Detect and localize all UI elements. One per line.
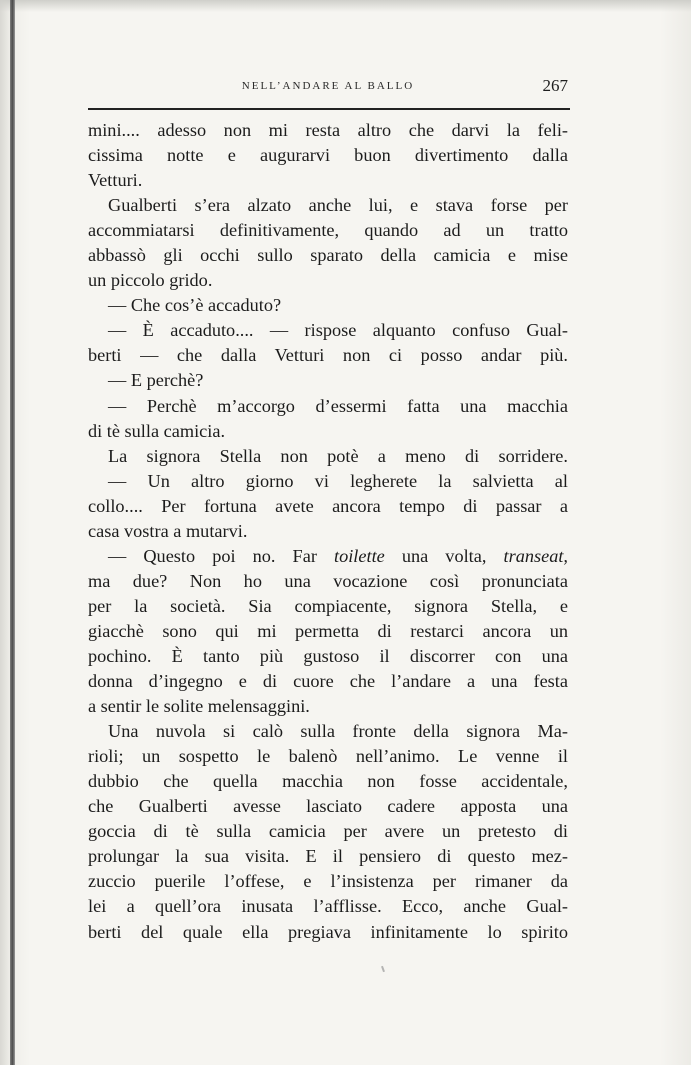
text-line: — È accaduto.... — rispose alquanto confuso Gual- bbox=[108, 320, 568, 341]
text-line: cissima notte e augurarvi buon divertimento dalla bbox=[88, 145, 568, 166]
body-text bbox=[88, 118, 568, 945]
header-rule bbox=[88, 108, 570, 110]
text-line: mini.... adesso non mi resta altro che darvi la feli- bbox=[88, 120, 568, 140]
text-line: che Gualberti avesse lasciato cadere apposta una bbox=[88, 796, 568, 817]
text-line: — Un altro giorno vi legherete la salvietta al bbox=[108, 470, 568, 491]
text-line: berti — che dalla Vetturi non ci posso andar più. bbox=[88, 345, 568, 366]
text-line: prolungar la sua visita. E il pensiero di questo mez- bbox=[88, 846, 568, 867]
text-line: a sentir le solite melensaggini. bbox=[88, 696, 310, 717]
text-line: casa vostra a mutarvi. bbox=[88, 520, 248, 541]
text-line: giacchè sono qui mi permetta di restarci ancora un bbox=[88, 620, 568, 641]
text-line: Vetturi. bbox=[88, 170, 143, 191]
italic-word: transeat, bbox=[503, 545, 568, 566]
text-line: accommiatarsi definitivamente, quando ad un tratto bbox=[88, 220, 568, 241]
text-line: dubbio che quella macchia non fosse accidentale, bbox=[88, 771, 568, 792]
page-header bbox=[88, 76, 568, 98]
text-line: — E perchè? bbox=[108, 370, 204, 391]
text-line: La signora Stella non potè a meno di sorridere. bbox=[108, 445, 568, 466]
scan-top-shadow bbox=[0, 0, 691, 12]
text-line: lei a quell’ora inusata l’afflisse. Ecco, anche Gual- bbox=[88, 896, 568, 917]
running-head: NELL’ANDARE AL BALLO bbox=[241, 80, 415, 92]
print-speck bbox=[381, 966, 385, 972]
text-line: berti del quale ella pregiava infinitamente lo spirito bbox=[88, 921, 568, 942]
text-line: un piccolo grido. bbox=[88, 270, 213, 291]
binding-edge bbox=[10, 0, 15, 1065]
text-span: una volta, bbox=[384, 545, 504, 566]
text-line: goccia di tè sulla camicia per avere un pretesto di bbox=[88, 821, 568, 842]
text-line: — Perchè m’accorgo d’essermi fatta una macchia bbox=[108, 395, 568, 416]
text-line: ma due? Non ho una vocazione così pronunciata bbox=[88, 570, 568, 591]
text-line: di tè sulla camicia. bbox=[88, 420, 226, 441]
text-span: — Questo poi no. Far bbox=[108, 545, 334, 566]
text-line: donna d’ingegno e di cuore che l’andare a una festa bbox=[88, 671, 568, 692]
page-number: 267 bbox=[542, 76, 568, 95]
text-line: — Che cos’è accaduto? bbox=[108, 295, 282, 316]
text-line: Una nuvola si calò sulla fronte della signora Ma- bbox=[108, 721, 568, 742]
text-line-italic bbox=[88, 544, 568, 569]
text-line: pochino. È tanto più gustoso il discorrer con una bbox=[88, 645, 568, 666]
text-line: zuccio puerile l’offese, e l’insistenza per rimaner da bbox=[88, 871, 568, 892]
text-line: abbassò gli occhi sullo sparato della camicia e mise bbox=[88, 245, 568, 266]
text-line: Gualberti s’era alzato anche lui, e stava forse per bbox=[108, 195, 568, 216]
text-line: collo.... Per fortuna avete ancora tempo di passar a bbox=[88, 495, 568, 516]
text-line: per la società. Sia compiacente, signora Stella, e bbox=[88, 595, 568, 616]
italic-word: toilette bbox=[334, 545, 385, 566]
text-line: rioli; un sospetto le balenò nell’animo. Le venne il bbox=[88, 746, 568, 767]
